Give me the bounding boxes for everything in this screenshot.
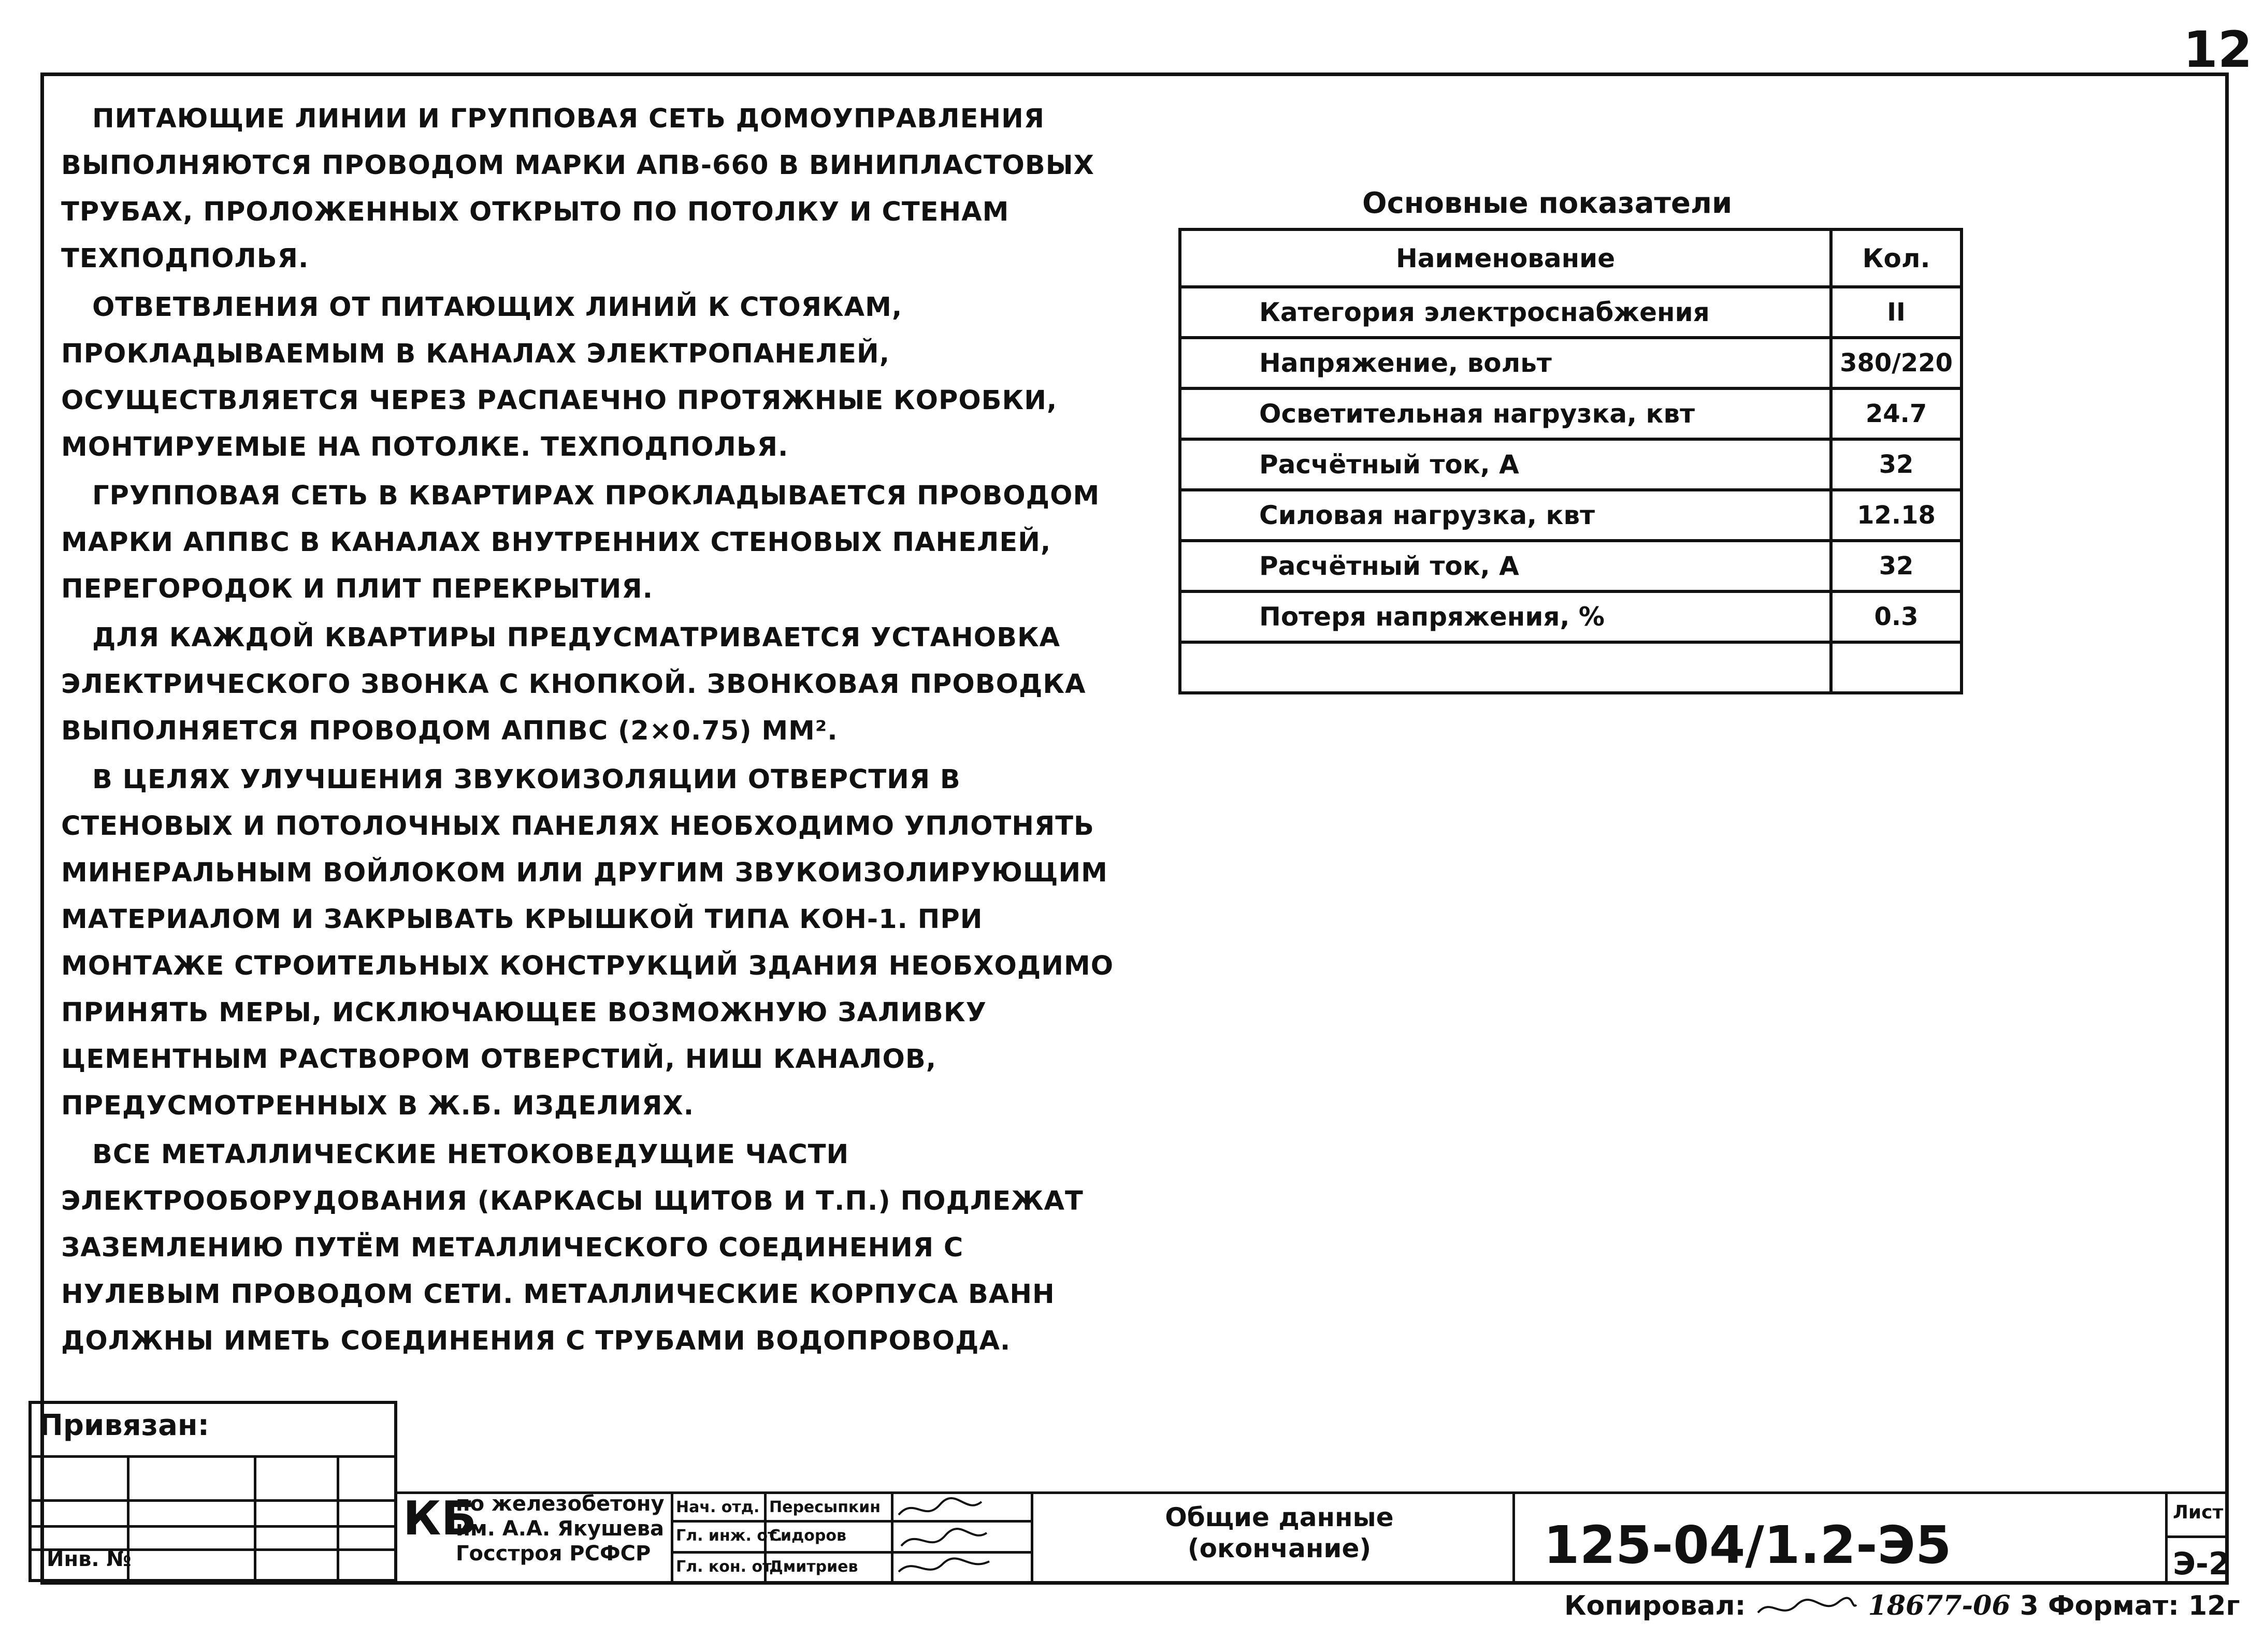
copied-number: 18677-06 bbox=[1868, 1590, 2011, 1621]
corner-sheet-number: 12 bbox=[2183, 21, 2253, 79]
row-qty: 24.7 bbox=[1831, 388, 1962, 439]
header-qty: Кол. bbox=[1831, 229, 1962, 287]
document-code: 125-04/1.2-Э5 bbox=[1544, 1515, 1952, 1575]
signatures-graphic bbox=[893, 1494, 997, 1579]
row-qty: 380/220 bbox=[1831, 338, 1962, 388]
org-line: им. А.А. Якушева bbox=[456, 1517, 665, 1541]
row-name: Осветительная нагрузка, квт bbox=[1180, 388, 1831, 439]
note-paragraph: ПИТАЮЩИЕ ЛИНИИ И ГРУППОВАЯ СЕТЬ ДОМОУПРАВЛЕНИЯ ВЫПОЛНЯЮТСЯ ПРОВОДОМ МАРКИ АПВ-660 В ВИНИПЛАСТОВЫХ ТРУБАХ, ПРОЛОЖЕННЫХ ОТКРЫТО ПО ПОТОЛКУ И СТЕНАМ ТЕХПОДПОЛЬЯ. bbox=[61, 104, 1094, 274]
header-name: Наименование bbox=[1180, 229, 1831, 287]
stamp-divider bbox=[28, 1525, 397, 1528]
row-name: Расчётный ток, А bbox=[1180, 541, 1831, 591]
table-row bbox=[1180, 287, 1962, 338]
title-block-divider bbox=[1512, 1491, 1515, 1582]
organization-name bbox=[456, 1491, 665, 1566]
row-qty: 32 bbox=[1831, 439, 1962, 490]
signer-name: Пересыпкин bbox=[769, 1498, 881, 1516]
indicators-title: Основные показатели bbox=[1362, 186, 1733, 220]
position-label: Гл. инж. от. bbox=[676, 1527, 783, 1545]
org-line: по железобетону bbox=[456, 1492, 665, 1516]
org-line: Госстроя РСФСР bbox=[456, 1542, 651, 1566]
table-header-row bbox=[1180, 229, 1962, 287]
stamp-divider bbox=[254, 1455, 256, 1582]
sheet-label: Лист bbox=[2173, 1502, 2224, 1523]
row-qty: II bbox=[1831, 287, 1962, 338]
sheet-number: Э-2 bbox=[2173, 1546, 2230, 1582]
document-title bbox=[1114, 1502, 1445, 1564]
row-name: Категория электроснабжения bbox=[1180, 287, 1831, 338]
row-qty: 0.3 bbox=[1831, 591, 1962, 642]
table-row bbox=[1180, 591, 1962, 642]
row-qty bbox=[1831, 642, 1962, 693]
signer-name: Сидоров bbox=[769, 1527, 846, 1545]
table-row bbox=[1180, 541, 1962, 591]
indicators-table bbox=[1178, 228, 1963, 694]
note-paragraph: ВСЕ МЕТАЛЛИЧЕСКИЕ НЕТОКОВЕДУЩИЕ ЧАСТИ ЭЛЕКТРООБОРУДОВАНИЯ (КАРКАСЫ ЩИТОВ И Т.П.) ПОДЛЕЖАТ ЗАЗЕМЛЕНИЮ ПУТЁМ МЕТАЛЛИЧЕСКОГО СОЕДИНЕНИЯ С НУЛЕВЫМ ПРОВОДОМ СЕТИ. МЕТАЛЛИЧЕСКИЕ КОРПУСА ВАНН ДОЛЖНЫ ИМЕТЬ СОЕДИНЕНИЯ С ТРУБАМИ ВОДОПРОВОДА. bbox=[61, 1139, 1084, 1356]
row-name: Напряжение, вольт bbox=[1180, 338, 1831, 388]
row-qty: 12.18 bbox=[1831, 490, 1962, 541]
copyist-signature bbox=[1755, 1592, 1859, 1623]
title-block-divider bbox=[2165, 1535, 2229, 1538]
general-notes bbox=[61, 96, 1123, 1367]
signer-name: Дмитриев bbox=[769, 1558, 858, 1576]
row-name: Потеря напряжения, % bbox=[1180, 591, 1831, 642]
row-name: Расчётный ток, А bbox=[1180, 439, 1831, 490]
stamp-divider bbox=[337, 1455, 339, 1582]
note-paragraph: ОТВЕТВЛЕНИЯ ОТ ПИТАЮЩИХ ЛИНИЙ К СТОЯКАМ, ПРОКЛАДЫВАЕМЫМ В КАНАЛАХ ЭЛЕКТРОПАНЕЛЕЙ, ОСУЩЕСТВЛЯЕТСЯ ЧЕРЕЗ РАСПАЕЧНО ПРОТЯЖНЫЕ КОРОБКИ, МОНТИРУЕМЫЕ НА ПОТОЛКЕ. ТЕХПОДПОЛЬЯ. bbox=[61, 292, 1058, 462]
org-kb-mark: КБ bbox=[403, 1491, 477, 1546]
row-name: Силовая нагрузка, квт bbox=[1180, 490, 1831, 541]
binding-label: Привязан: bbox=[39, 1409, 209, 1442]
position-label: Нач. отд. bbox=[676, 1498, 760, 1516]
note-paragraph: В ЦЕЛЯХ УЛУЧШЕНИЯ ЗВУКОИЗОЛЯЦИИ ОТВЕРСТИЯ В СТЕНОВЫХ И ПОТОЛОЧНЫХ ПАНЕЛЯХ НЕОБХОДИМО УПЛОТНЯТЬ МИНЕРАЛЬНЫМ ВОЙЛОКОМ ИЛИ ДРУГИМ ЗВУКОИЗОЛИРУЮЩИМ МАТЕРИАЛОМ И ЗАКРЫВАТЬ КРЫШКОЙ ТИПА КОН-1. ПРИ МОНТАЖЕ СТРОИТЕЛЬНЫХ КОНСТРУКЦИЙ ЗДАНИЯ НЕОБХОДИМО ПРИНЯТЬ МЕРЫ, ИСКЛЮЧАЮЩЕЕ ВОЗМОЖНУЮ ЗАЛИВКУ ЦЕМЕНТНЫМ РАСТВОРОМ ОТВЕРСТИЙ, НИШ КАНАЛОВ, ПРЕДУСМОТРЕННЫХ В Ж.Б. ИЗДЕЛИЯХ. bbox=[61, 764, 1114, 1121]
title-block-divider bbox=[1031, 1491, 1033, 1582]
position-label: Гл. кон. от. bbox=[676, 1558, 777, 1576]
stamp-divider bbox=[28, 1499, 397, 1502]
stamp-divider bbox=[28, 1455, 397, 1458]
document-title-line: (окончание) bbox=[1187, 1533, 1372, 1563]
document-title-line: Общие данные bbox=[1165, 1502, 1394, 1532]
row-qty: 32 bbox=[1831, 541, 1962, 591]
table-row bbox=[1180, 439, 1962, 490]
title-block-divider bbox=[671, 1491, 673, 1582]
copy-info bbox=[1564, 1590, 2240, 1623]
table-row bbox=[1180, 338, 1962, 388]
format-value: 12г bbox=[2188, 1590, 2240, 1621]
copied-label: Копировал: bbox=[1564, 1590, 1746, 1621]
table-row bbox=[1180, 388, 1962, 439]
row-name bbox=[1180, 642, 1831, 693]
table-row bbox=[1180, 642, 1962, 693]
table-row bbox=[1180, 490, 1962, 541]
note-paragraph: ГРУППОВАЯ СЕТЬ В КВАРТИРАХ ПРОКЛАДЫВАЕТСЯ ПРОВОДОМ МАРКИ АППВС В КАНАЛАХ ВНУТРЕННИХ СТЕНОВЫХ ПАНЕЛЕЙ, ПЕРЕГОРОДОК И ПЛИТ ПЕРЕКРЫТИЯ. bbox=[61, 481, 1100, 604]
inventory-number-label: Инв. № bbox=[47, 1547, 132, 1571]
format-label: 3 Формат: bbox=[2020, 1590, 2179, 1621]
note-paragraph: ДЛЯ КАЖДОЙ КВАРТИРЫ ПРЕДУСМАТРИВАЕТСЯ УСТАНОВКА ЭЛЕКТРИЧЕСКОГО ЗВОНКА С КНОПКОЙ. ЗВОНКОВАЯ ПРОВОДКА ВЫПОЛНЯЕТСЯ ПРОВОДОМ АППВС (2×0.75) ММ². bbox=[61, 622, 1086, 746]
